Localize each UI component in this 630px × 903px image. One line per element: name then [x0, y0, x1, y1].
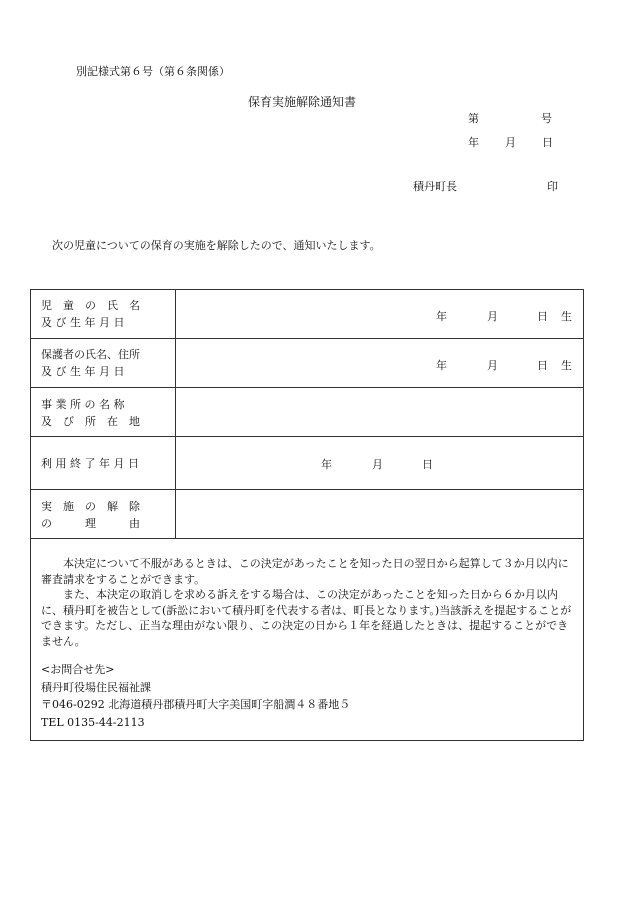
row-label-line2: 及 び 所 在 地	[41, 415, 140, 428]
number-dai: 第	[468, 112, 479, 125]
document-title: 保育実施解除通知書	[248, 95, 357, 109]
table-row-facility	[31, 388, 583, 437]
row-label	[41, 455, 139, 472]
row-label-line1: 保護者の氏名、住所	[41, 348, 140, 361]
row-label	[41, 498, 140, 532]
appeal-note-lawsuit: また、本決定の取消しを求める訴えをする場合は、この決定があったことを知った日から６か月以内に、積丹町を被告として(訴訟において積丹町を代表する者は、町長となります。)当該訴えを提起することができます。ただし、正当な理由がない限り、この決定の日から１年を経過したときは、提起することができません。	[41, 588, 572, 648]
row-label-line2: 及 び 生 年 月 日	[41, 316, 125, 329]
appeal-notes	[41, 556, 573, 649]
contact-address: 〒046-0292 北海道積丹郡積丹町大字美国町字船澗４８番地５	[41, 698, 351, 711]
end-year: 年	[321, 458, 332, 471]
row-label-line2: 及 び 生 年 月 日	[41, 365, 125, 378]
birth-year: 年	[436, 310, 447, 323]
row-label-line1: 実 施 の 解 除	[41, 500, 140, 513]
row-label-line1: 事 業 所 の 名 称	[41, 398, 125, 411]
notice-table	[30, 289, 584, 741]
contact-department: 積丹町役場住民福祉課	[41, 680, 151, 694]
contact-heading: <お問合せ先>	[41, 663, 115, 676]
birth-suffix: 生	[561, 359, 572, 372]
end-month: 月	[372, 458, 383, 471]
row-label	[41, 297, 140, 331]
form-reference: 別記様式第６号（第６条関係）	[76, 65, 230, 78]
date-day: 日	[542, 136, 553, 149]
birth-suffix: 生	[561, 310, 572, 323]
row-label	[41, 396, 140, 430]
row-label-line1: 利 用 終 了 年 月 日	[41, 457, 139, 470]
row-label-line2: の 理 由	[41, 517, 140, 530]
number-go: 号	[541, 112, 552, 125]
birth-month: 月	[487, 310, 498, 323]
birth-day: 日	[537, 310, 548, 323]
table-row-child	[31, 290, 583, 339]
table-row-end-date	[31, 437, 583, 490]
end-day: 日	[422, 458, 433, 471]
birth-month: 月	[487, 359, 498, 372]
row-label	[41, 346, 140, 380]
date-month: 月	[505, 136, 516, 149]
table-row-guardian	[31, 339, 583, 388]
contact-info	[41, 661, 350, 731]
intro-text: 次の児童についての保育の実施を解除したので、通知いたします。	[52, 239, 381, 252]
appeal-note-review: 本決定について不服があるときは、この決定があったことを知った日の翌日から起算して３か月以内に審査請求をすることができます。	[41, 557, 569, 586]
birth-day: 日	[537, 359, 548, 372]
issuer: 積丹町長	[413, 180, 457, 193]
table-row-reason	[31, 490, 583, 539]
row-label-line1: 児 童 の 氏 名	[41, 299, 140, 312]
date-year: 年	[468, 136, 479, 149]
seal: 印	[547, 180, 558, 193]
birth-year: 年	[436, 359, 447, 372]
contact-phone: TEL 0135-44-2113	[41, 715, 145, 729]
